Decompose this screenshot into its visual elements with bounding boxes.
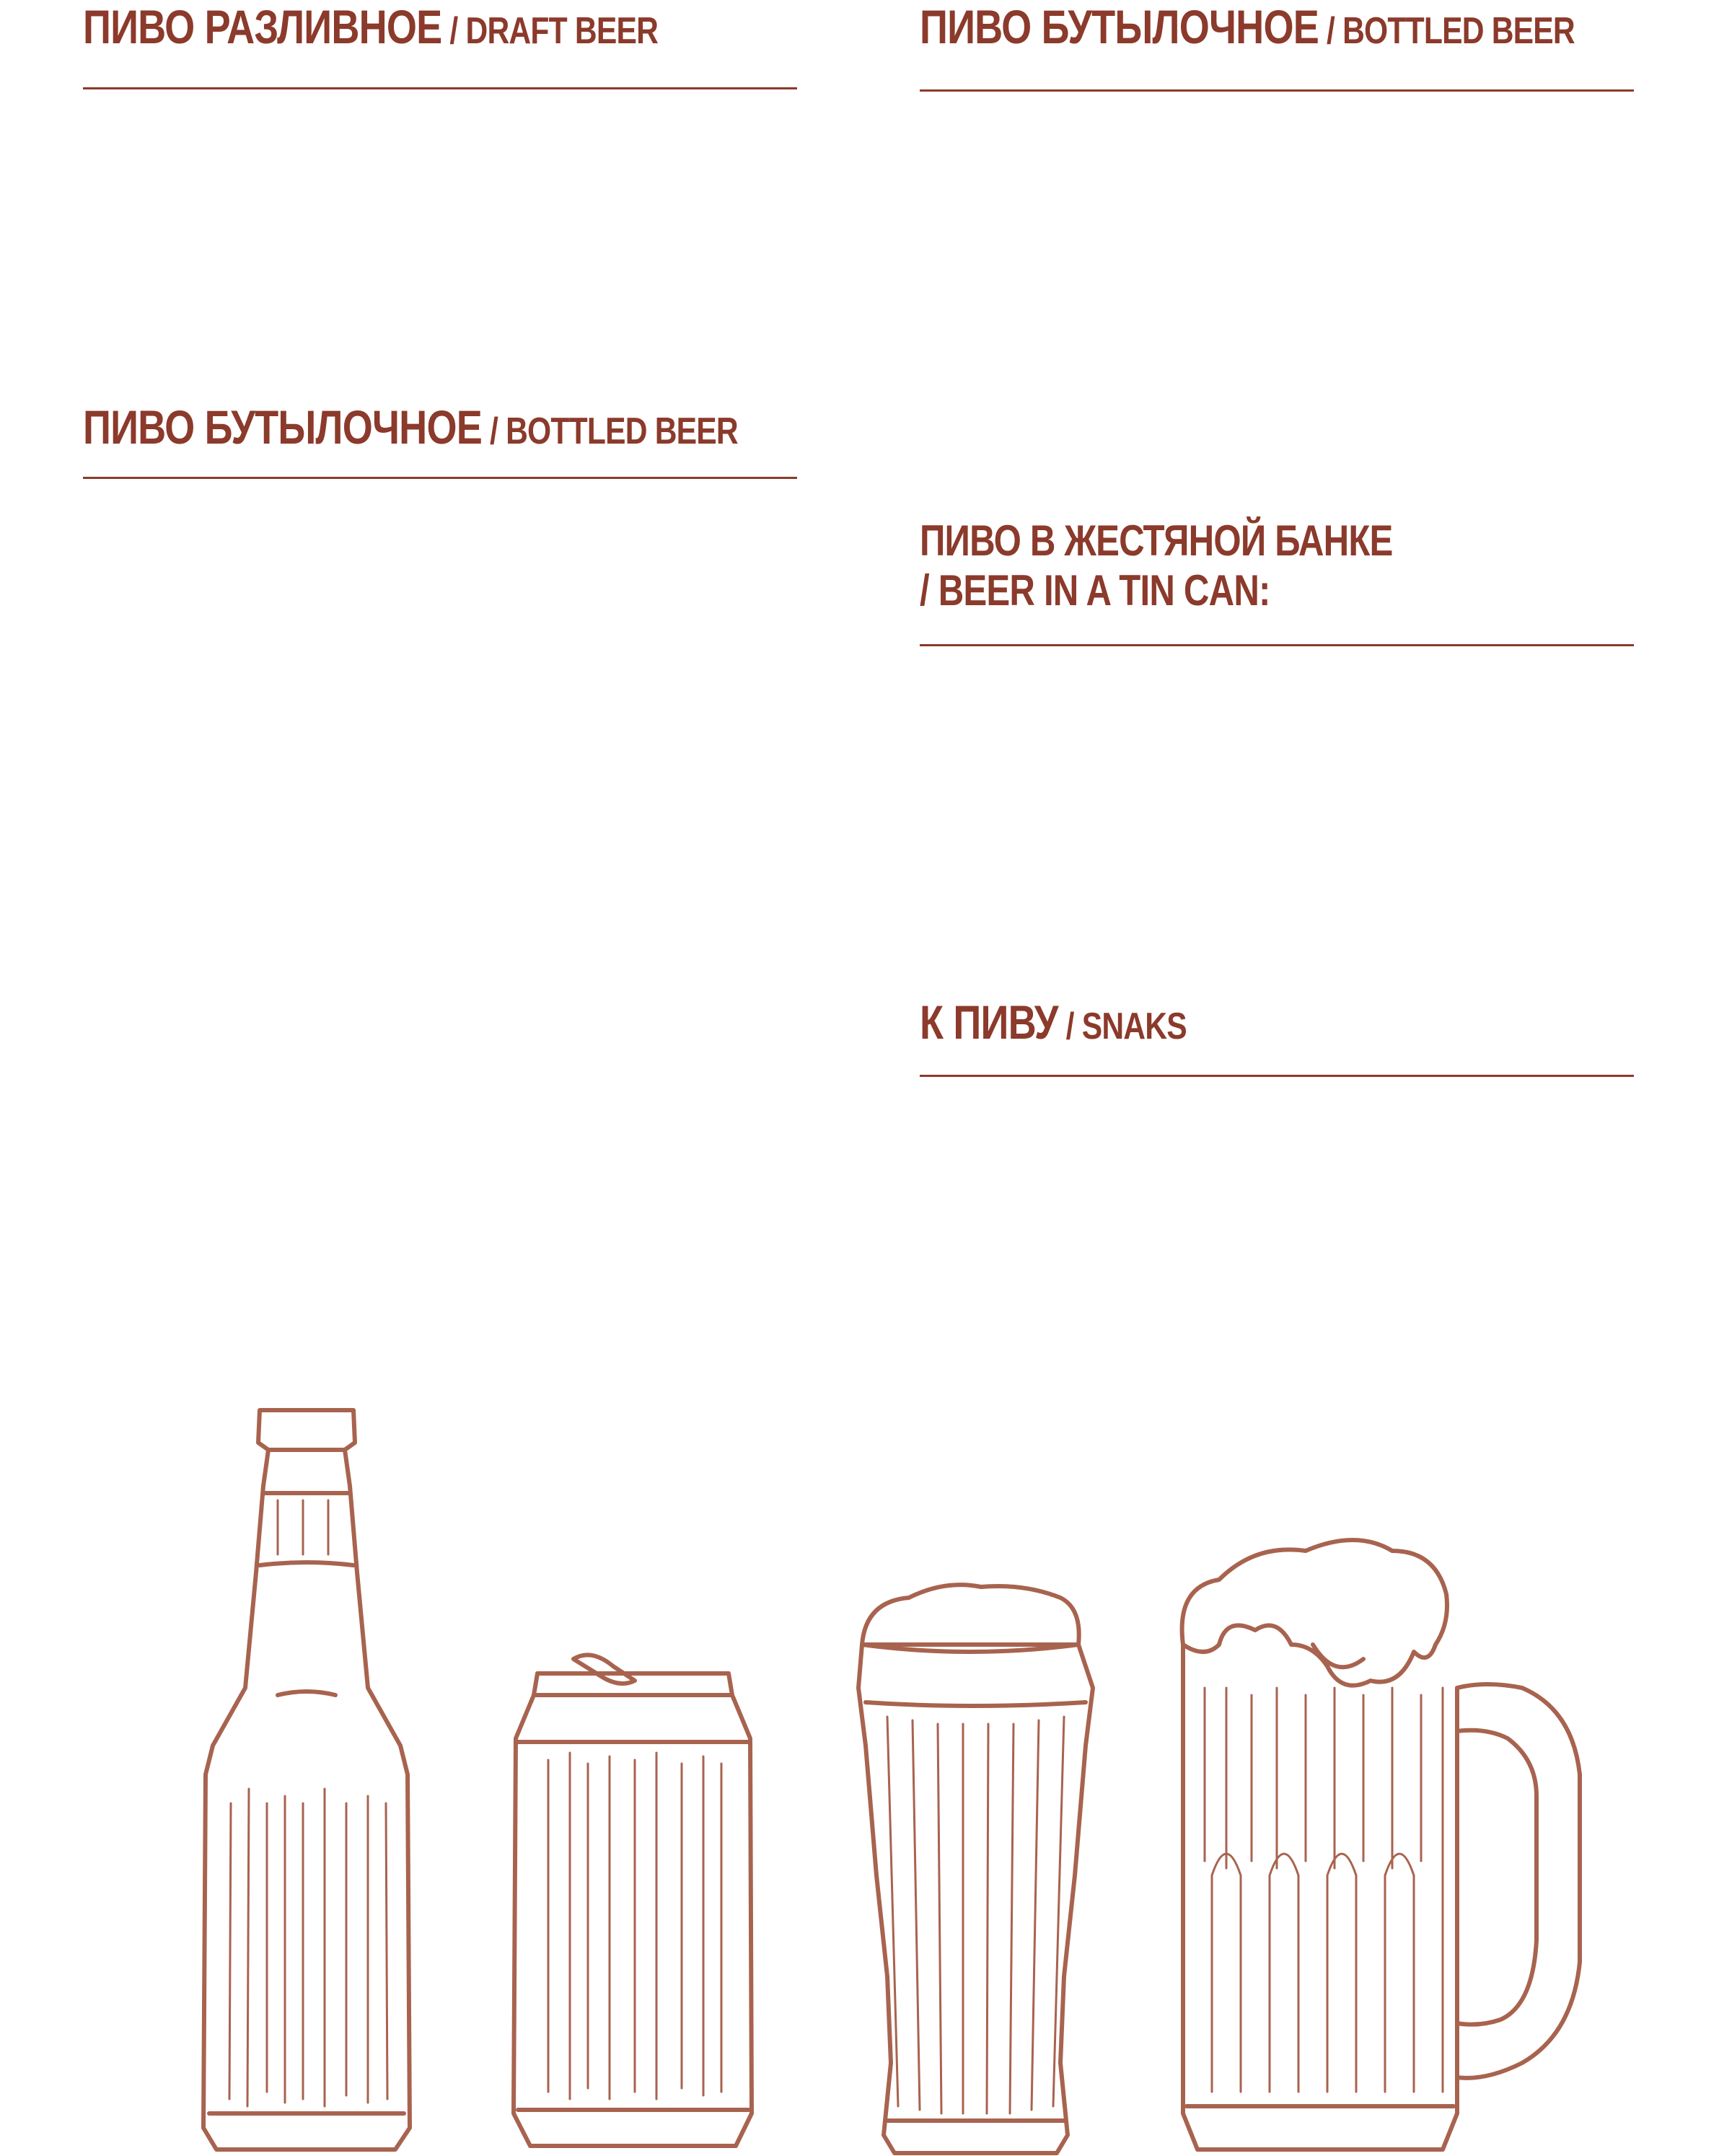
- heading-bottled-beer-left: [83, 400, 738, 455]
- divider-draft-beer: [83, 87, 797, 89]
- divider-snacks: [920, 1075, 1634, 1077]
- heading-draft-beer: [83, 0, 669, 55]
- heading-tin-can-beer-line2: / BEER IN A TIN CAN:: [920, 566, 1270, 615]
- heading-draft-beer-en: / DRAFT BEER: [441, 10, 659, 52]
- divider-tin-can-beer: [920, 644, 1634, 646]
- beer-illustrations: [0, 1370, 1719, 2156]
- beer-glass-icon: [858, 1585, 1093, 2153]
- beer-can-icon: [514, 1655, 752, 2146]
- heading-snacks-ru: К ПИВУ: [920, 995, 1058, 1049]
- section-bottled-beer-left: [83, 400, 797, 455]
- heading-snacks: [920, 995, 1505, 1050]
- heading-bottled-beer-right: [920, 0, 1575, 55]
- heading-bottled-beer-right-en: / BOTTLED BEER: [1319, 10, 1575, 52]
- heading-snacks-en: / SNAKS: [1058, 1006, 1187, 1047]
- heading-draft-beer-ru: ПИВО РАЗЛИВНОЕ: [83, 0, 442, 53]
- beer-bottle-icon: [203, 1410, 410, 2150]
- section-snacks: [920, 995, 1634, 1050]
- heading-tin-can-beer-line1: ПИВО В ЖЕСТЯНОЙ БАНКЕ: [920, 516, 1393, 565]
- section-draft-beer: [83, 0, 797, 55]
- divider-bottled-beer-right: [920, 89, 1634, 92]
- heading-tin-can-beer: [920, 516, 1505, 615]
- heading-bottled-beer-left-en: / BOTTLED BEER: [482, 410, 738, 452]
- section-bottled-beer-right: [920, 0, 1634, 55]
- divider-bottled-beer-left: [83, 477, 797, 479]
- heading-bottled-beer-right-ru: ПИВО БУТЫЛОЧНОЕ: [920, 0, 1319, 53]
- beer-mug-icon: [1182, 1540, 1580, 2150]
- heading-bottled-beer-left-ru: ПИВО БУТЫЛОЧНОЕ: [83, 400, 483, 454]
- section-tin-can-beer: [920, 516, 1634, 615]
